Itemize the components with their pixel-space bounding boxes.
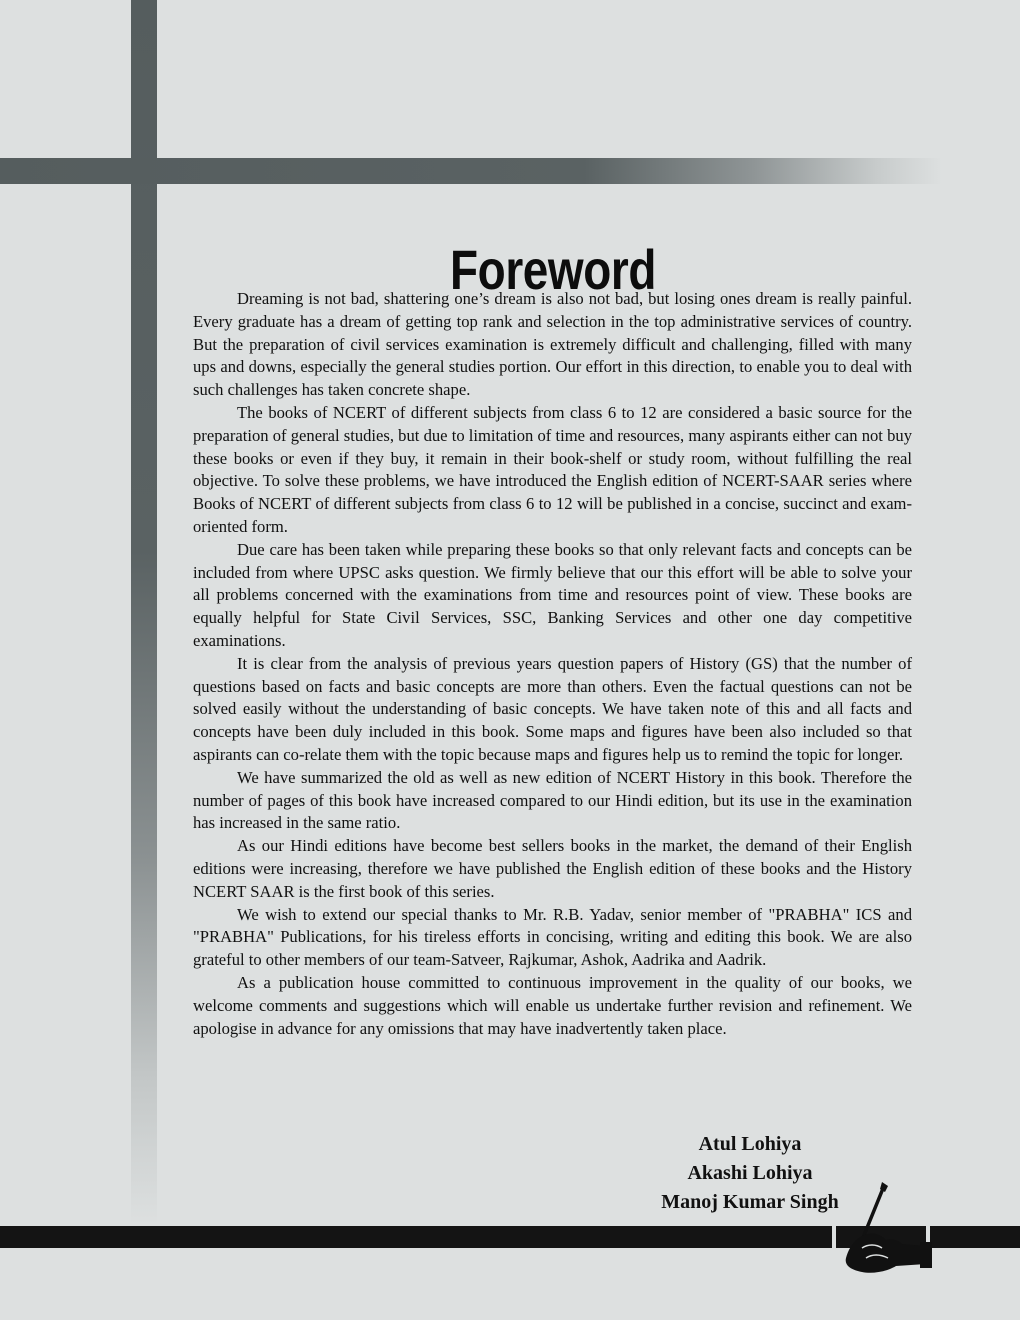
- paragraph: We wish to extend our special thanks to Mr. R.B. Yadav, senior member of "PRABHA" ICS and "PRABHA" Publications, for his tireless efforts in concising, writing and editing this book. We are also grateful to other members of our team-Satveer, Rajkumar, Ashok, Aadrika and Aadrik.: [193, 904, 912, 970]
- pen-hand-icon: [832, 1178, 932, 1278]
- paragraph: The books of NCERT of different subjects from class 6 to 12 are considered a basic source for the preparation of general studies, but due to limitation of time and resources, many aspirants either can not buy these books or even if they buy, it remain in their book-shelf or study room, without fulfilling the real objective. To solve these problems, we have introduced the English edition of NCERT-SAAR series where Books of NCERT of different subjects from class 6 to 12 will be published in a concise, succinct and exam-oriented form.: [193, 402, 912, 536]
- paragraph: It is clear from the analysis of previous years question papers of History (GS) that the number of questions based on facts and basic concepts are more than others. Even the factual questions can not be solved easily without the understanding of basic concepts. We have taken note of this and all facts and concepts have been duly included in this book. Some maps and figures have been also included so that aspirants can co-relate them with the topic because maps and figures help us to remind the topic for longer.: [193, 653, 912, 764]
- foreword-body: [193, 288, 912, 1040]
- paragraph: We have summarized the old as well as new edition of NCERT History in this book. Therefore the number of pages of this book have increased compared to our Hindi edition, but its use in the examination has increased in the same ratio.: [193, 767, 912, 833]
- signatory-name: Akashi Lohiya: [687, 1162, 813, 1184]
- page-title: Foreword: [450, 237, 656, 301]
- paragraph: Dreaming is not bad, shattering one’s dream is also not bad, but losing ones dream is really painful. Every graduate has a dream of getting top rank and selection in the top administrative services of country. But the preparation of civil services examination is extremely difficult and challenging, filled with many ups and downs, especially the general studies portion. Our effort in this direction, to enable you to deal with such challenges has taken concrete shape.: [193, 289, 912, 400]
- paragraph: As a publication house committed to continuous improvement in the quality of our books, we welcome comments and suggestions which will enable us undertake further revision and refinement. We apologise in advance for any omissions that may have inadvertently taken place.: [193, 972, 912, 1038]
- signatory-name: Manoj Kumar Singh: [661, 1191, 839, 1213]
- paragraph: As our Hindi editions have become best sellers books in the market, the demand of their English editions were increasing, therefore we have published the English edition of these books and the History NCERT SAAR is the first book of this series.: [193, 836, 912, 901]
- horizontal-decorative-bar: [0, 158, 942, 184]
- paragraph: Due care has been taken while preparing these books so that only relevant facts and concepts can be included from where UPSC asks question. We firmly believe that our this effort will be able to solve your all problems concerned with the examinations from time and resources point of view. These books are equally helpful for State Civil Services, SSC, Banking Services and other one day competitive examinations.: [193, 539, 912, 650]
- signatory-name: Atul Lohiya: [698, 1133, 802, 1155]
